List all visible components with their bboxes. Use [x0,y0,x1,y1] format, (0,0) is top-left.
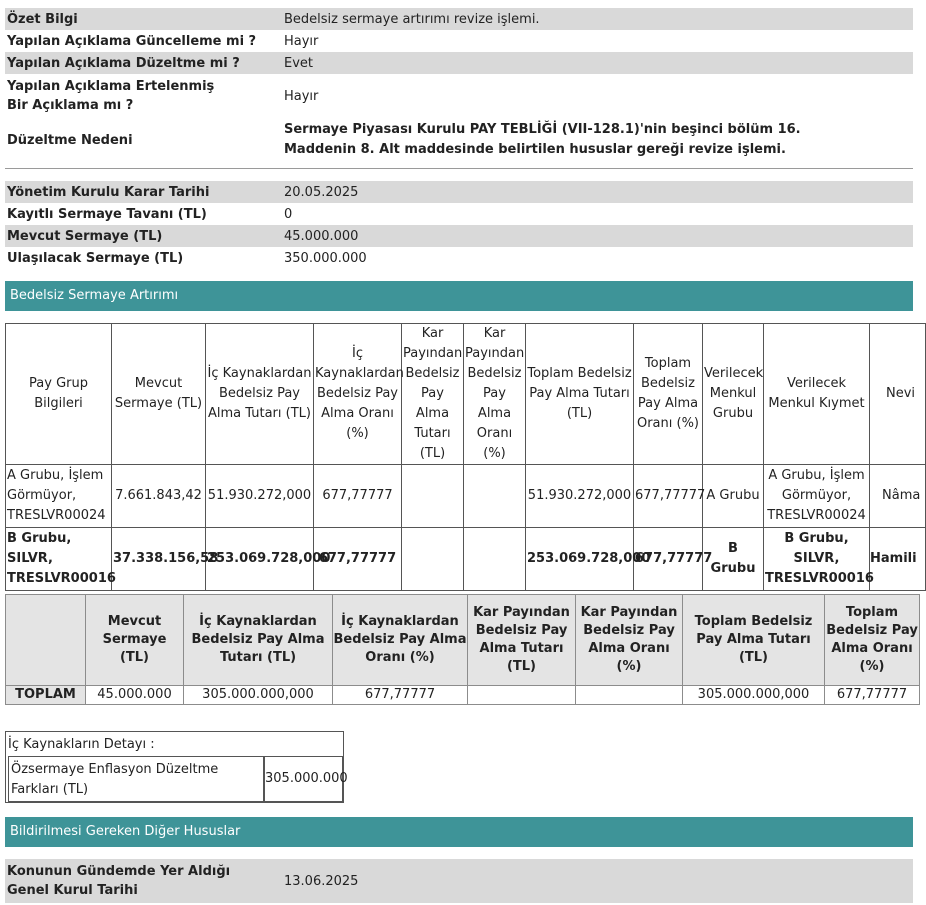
cell: 37.338.156,58 [112,528,206,591]
cell: 677,77777 [333,686,468,705]
mevcut-label: Mevcut Sermaye (TL) [7,228,163,244]
karar-value: 20.05.2025 [284,184,359,200]
cell: 677,77777 [634,528,703,591]
mevcut-value: 45.000.000 [284,228,359,244]
divider [5,168,913,169]
col-header: Kar Payından Bedelsiz Pay Alma Tutarı (TL) [402,324,464,465]
karar-row [5,181,913,203]
neden-value: Sermaye Piyasası Kurulu PAY TEBLİĞİ (VII-128.1)'nin beşinci bölüm 16. Maddenin 8. Alt maddesinde belirtilen hususlar gereği revize işlemi. [284,122,801,157]
summary-row [5,8,913,30]
guncelleme-value: Hayır [284,33,319,49]
other-block [5,859,913,903]
col-header: İç Kaynaklardan Bedelsiz Pay Alma Tutarı (TL) [184,595,333,686]
karar-label: Yönetim Kurulu Karar Tarihi [7,184,210,200]
cell: 677,77777 [314,465,402,528]
cell: B Grubu, SILVR, TRESLVR00016 [6,528,112,591]
duzeltme-row [5,52,913,74]
genel-kurul-value: 13.06.2025 [284,873,359,889]
table-row [6,465,926,528]
ozet-value: Bedelsiz sermaye artırımı revize işlemi. [284,11,540,27]
cell: 677,77777 [634,465,703,528]
cell: 51.930.272,000 [526,465,634,528]
table-row [6,528,926,591]
cell: 677,77777 [825,686,920,705]
cell [576,686,683,705]
col-header: Nevi [870,324,926,465]
board-block [5,181,913,269]
ertelenmis-value: Hayır [284,88,319,104]
cell [464,465,526,528]
genel-kurul-label: Konunun Gündemde Yer Aldığı Genel Kurul Tarihi [7,864,231,898]
col-header: Toplam Bedelsiz Pay Alma Oranı (%) [825,595,920,686]
totals-row [6,686,920,705]
ic-kaynak-title: İç Kaynakların Detayı : [8,737,155,752]
groups-table [5,323,926,591]
cell: B Grubu [703,528,764,591]
totals-header-row [6,595,920,686]
section-header-diger: Bildirilmesi Gereken Diğer Hususlar [5,817,913,847]
col-header: Toplam Bedelsiz Pay Alma Tutarı (TL) [526,324,634,465]
totals-table [5,594,920,705]
tavan-label: Kayıtlı Sermaye Tavanı (TL) [7,206,207,222]
cell: 677,77777 [314,528,402,591]
cell: B Grubu, SILVR, TRESLVR00016 [764,528,870,591]
tavan-row [5,203,913,225]
duzeltme-label: Yapılan Açıklama Düzeltme mi ? [7,55,240,71]
cell [402,465,464,528]
genel-kurul-row [5,859,913,903]
neden-label: Düzeltme Nedeni [7,132,133,148]
ulasilacak-value: 350.000.000 [284,250,367,266]
mevcut-row [5,225,913,247]
col-header: Kar Payından Bedelsiz Pay Alma Oranı (%) [464,324,526,465]
cell: 45.000.000 [86,686,184,705]
guncelleme-label: Yapılan Açıklama Güncelleme mi ? [7,33,257,49]
col-header: Kar Payından Bedelsiz Pay Alma Oranı (%) [576,595,683,686]
ic-kaynak-item-value: 305.000.000 [264,756,343,802]
ulasilacak-label: Ulaşılacak Sermaye (TL) [7,250,184,266]
ic-kaynak-box [5,731,348,803]
section-header-bedelsiz: Bedelsiz Sermaye Artırımı [5,281,913,311]
cell: 253.069.728,000 [526,528,634,591]
ozet-label: Özet Bilgi [7,11,78,27]
ertelenmis-row [5,74,913,118]
cell: 51.930.272,000 [206,465,314,528]
cell [464,528,526,591]
col-header: İç Kaynaklardan Bedelsiz Pay Alma Oranı (%) [333,595,468,686]
neden-row [5,118,913,162]
cell [402,528,464,591]
col-header: Verilecek Menkul Grubu [703,324,764,465]
guncelleme-row [5,30,913,52]
col-header: Kar Payından Bedelsiz Pay Alma Tutarı (TL) [468,595,576,686]
duzeltme-value: Evet [284,55,314,71]
col-header: Mevcut Sermaye (TL) [86,595,184,686]
groups-header-row [6,324,926,465]
col-header: Toplam Bedelsiz Pay Alma Tutarı (TL) [683,595,825,686]
summary-block [5,8,913,162]
cell [468,686,576,705]
cell: A Grubu, İşlem Görmüyor, TRESLVR00024 [764,465,870,528]
cell: A Grubu [703,465,764,528]
col-header [6,595,86,686]
ulasilacak-row [5,247,913,269]
cell: 305.000.000,000 [184,686,333,705]
col-header: Mevcut Sermaye (TL) [112,324,206,465]
cell: 7.661.843,42 [112,465,206,528]
col-header: Toplam Bedelsiz Pay Alma Oranı (%) [634,324,703,465]
cell: 305.000.000,000 [683,686,825,705]
cell: 253.069.728,000 [206,528,314,591]
totals-label: TOPLAM [6,686,86,705]
cell: Nâma [870,465,926,528]
col-header: Verilecek Menkul Kıymet [764,324,870,465]
ic-kaynak-item-label: Özsermaye Enflasyon Düzeltme Farkları (TL) [8,756,264,802]
cell: A Grubu, İşlem Görmüyor, TRESLVR00024 [6,465,112,528]
tavan-value: 0 [284,206,293,222]
ertelenmis-label: Yapılan Açıklama Ertelenmiş Bir Açıklama mı ? [7,79,215,113]
col-header: Pay Grup Bilgileri [6,324,112,465]
cell: Hamili [870,528,926,591]
col-header: İç Kaynaklardan Bedelsiz Pay Alma Oranı (%) [314,324,402,465]
col-header: İç Kaynaklardan Bedelsiz Pay Alma Tutarı (TL) [206,324,314,465]
